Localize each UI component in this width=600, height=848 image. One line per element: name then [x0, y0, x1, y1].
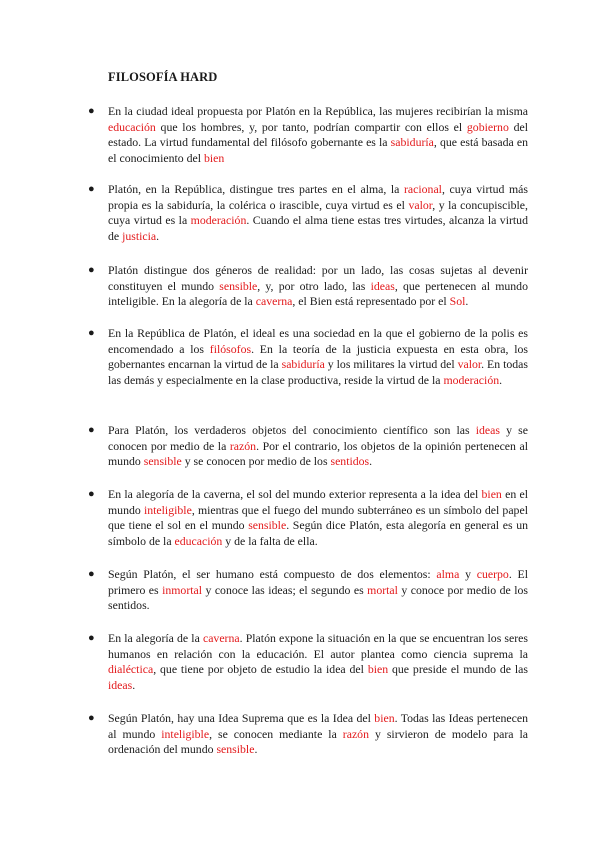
- text-segment: y se conocen por medio de los: [181, 454, 331, 469]
- bullet-icon: ●: [88, 424, 95, 436]
- highlighted-term: moderación: [190, 213, 247, 228]
- highlighted-term: moderación: [443, 372, 500, 387]
- text-segment: , el Bien está representado por el: [292, 294, 450, 309]
- text-segment: . Platón expone la situación en la que se encuentran los seres humanos en relación con la educación. El autor plantea como ciencia suprema la: [108, 631, 528, 661]
- text-segment: .: [499, 372, 503, 387]
- highlighted-term: bien: [203, 150, 225, 165]
- text-segment: y de la falta de ella.: [222, 533, 318, 548]
- item-text: [108, 263, 528, 310]
- item-text: [108, 711, 528, 758]
- text-segment: del estado. La virtud fundamental del filósofo gobernante es la: [108, 119, 528, 150]
- highlighted-term: racional: [403, 182, 442, 196]
- highlighted-term: Sol: [449, 294, 466, 309]
- bullet-icon: ●: [88, 632, 95, 644]
- list-item: [88, 567, 528, 614]
- text-segment: .: [369, 454, 373, 469]
- highlighted-term: bien: [481, 487, 502, 501]
- text-segment: y sirvieron de modelo para la ordenación del mundo: [108, 726, 528, 757]
- highlighted-term: alma: [436, 567, 460, 581]
- text-segment: En la ciudad ideal propuesta por Platón en la República, las mujeres recibirían la misma: [108, 104, 528, 118]
- text-segment: . Cuando el alma tiene estas tres virtudes, alcanza la virtud de: [108, 213, 528, 243]
- highlighted-term: educación: [174, 533, 223, 548]
- list-item: [88, 182, 528, 244]
- document-title: FILOSOFÍA HARD: [108, 70, 218, 84]
- text-segment: , que pertenecen al mundo inteligible. En la alegoría de la: [108, 278, 528, 309]
- highlighted-term: sabiduría: [390, 135, 434, 150]
- text-segment: .: [156, 228, 160, 243]
- list-item: [88, 487, 528, 549]
- highlighted-term: caverna: [202, 631, 240, 645]
- text-segment: y los militares la virtud del: [324, 357, 458, 372]
- highlighted-term: justicia: [122, 228, 157, 243]
- text-segment: , y la concupiscible, cuya virtud es la: [108, 197, 528, 228]
- highlighted-term: educación: [108, 119, 156, 134]
- bullet-icon: ●: [88, 568, 95, 580]
- highlighted-term: inteligible: [161, 726, 210, 741]
- text-segment: y conoce por medio de los sentidos.: [108, 582, 528, 613]
- text-segment: . En la teoría de la justicia expuesta en esta obra, los gobernantes encarnan la virtud de la: [108, 341, 528, 372]
- text-segment: . En todas las demás y especialmente en la clase productiva, reside la virtud de la: [108, 357, 529, 387]
- highlighted-term: ideas: [475, 423, 500, 437]
- highlighted-term: ideas: [108, 677, 133, 692]
- text-segment: que preside el mundo de las: [388, 662, 528, 677]
- highlighted-term: sentidos: [330, 454, 370, 469]
- text-segment: . Por el contrario, los objetos de la opinión pertenecen al mundo: [108, 438, 528, 469]
- text-segment: , que tiene por objeto de estudio la idea del: [153, 662, 368, 677]
- list-item: [88, 631, 528, 693]
- text-segment: . Según dice Platón, esta alegoría en general es un símbolo de la: [108, 518, 528, 548]
- highlighted-term: sensible: [216, 742, 255, 757]
- text-segment: .: [465, 294, 469, 309]
- item-text: [108, 567, 528, 614]
- item-text: [108, 631, 528, 693]
- text-segment: En la alegoría de la caverna, el sol del mundo exterior representa a la idea del: [108, 487, 482, 501]
- text-segment: y conoce las ideas; el segundo es: [202, 582, 368, 597]
- text-segment: , que está basada en el conocimiento del: [108, 135, 528, 165]
- text-segment: que los hombres, y, por tanto, podrían compartir con ellos el: [155, 119, 467, 134]
- list-item: [88, 104, 528, 166]
- text-segment: y se conocen por medio de la: [108, 423, 528, 453]
- highlighted-term: valor: [457, 357, 482, 372]
- bullet-icon: ●: [88, 488, 95, 500]
- text-segment: En la República de Platón, el ideal es una sociedad en la que el gobierno de la polis es encomendado a los: [108, 326, 528, 356]
- list-item: [88, 263, 528, 310]
- item-text: [108, 104, 528, 166]
- highlighted-term: bien: [374, 711, 395, 725]
- highlighted-term: gobierno: [466, 119, 509, 134]
- text-segment: , se conocen mediante la: [209, 726, 343, 741]
- text-segment: . El primero es: [108, 567, 529, 597]
- highlighted-term: razón: [229, 438, 257, 453]
- item-text: [108, 423, 528, 470]
- text-segment: , y, por otro lado, las: [257, 278, 371, 293]
- text-segment: , cuya virtud más propia es la sabiduría, la colérica o irascible, cuya virtud es el: [108, 182, 528, 212]
- bullet-icon: ●: [88, 264, 95, 276]
- text-segment: y: [459, 567, 477, 581]
- text-segment: .: [254, 742, 258, 757]
- highlighted-term: sensible: [143, 454, 182, 469]
- highlighted-term: caverna: [255, 294, 293, 309]
- text-segment: .: [132, 677, 136, 692]
- text-segment: Platón distingue dos géneros de realidad: por un lado, las cosas sujetas al devenir constituyen el mundo: [108, 263, 528, 293]
- highlighted-term: sensible: [248, 518, 287, 533]
- bullet-icon: ●: [88, 712, 95, 724]
- highlighted-term: filósofos: [209, 341, 252, 356]
- list-item: [88, 711, 528, 758]
- highlighted-term: dialéctica: [108, 662, 154, 677]
- item-text: [108, 182, 528, 244]
- item-text: [108, 487, 528, 549]
- list-item: [88, 423, 528, 470]
- highlighted-term: bien: [367, 662, 389, 677]
- bullet-icon: ●: [88, 105, 95, 117]
- highlighted-term: sensible: [219, 278, 258, 293]
- list-item: [88, 326, 528, 388]
- highlighted-term: mortal: [367, 582, 398, 597]
- item-text: [108, 326, 528, 388]
- highlighted-term: razón: [342, 726, 369, 741]
- text-segment: Platón, en la República, distingue tres partes en el alma, la: [108, 182, 404, 196]
- highlighted-term: sabiduría: [281, 357, 325, 372]
- bullet-icon: ●: [88, 327, 95, 339]
- highlighted-term: valor: [408, 197, 433, 212]
- text-segment: , mientras que el fuego del mundo subterráneo es un símbolo del papel que tiene el sol en el mundo: [108, 502, 528, 533]
- text-segment: Para Platón, los verdaderos objetos del conocimiento científico son las: [108, 423, 476, 437]
- text-segment: en el mundo: [108, 487, 529, 517]
- text-segment: En la alegoría de la: [108, 631, 203, 645]
- highlighted-term: inteligible: [143, 502, 192, 517]
- highlighted-term: inmortal: [162, 582, 203, 597]
- text-segment: . Todas las Ideas pertenecen al mundo: [108, 711, 528, 741]
- text-segment: Según Platón, el ser humano está compuesto de dos elementos:: [108, 567, 437, 581]
- highlighted-term: cuerpo: [476, 567, 509, 581]
- highlighted-term: ideas: [370, 278, 395, 293]
- bullet-icon: ●: [88, 183, 95, 195]
- text-segment: Según Platón, hay una Idea Suprema que es la Idea del: [108, 711, 375, 725]
